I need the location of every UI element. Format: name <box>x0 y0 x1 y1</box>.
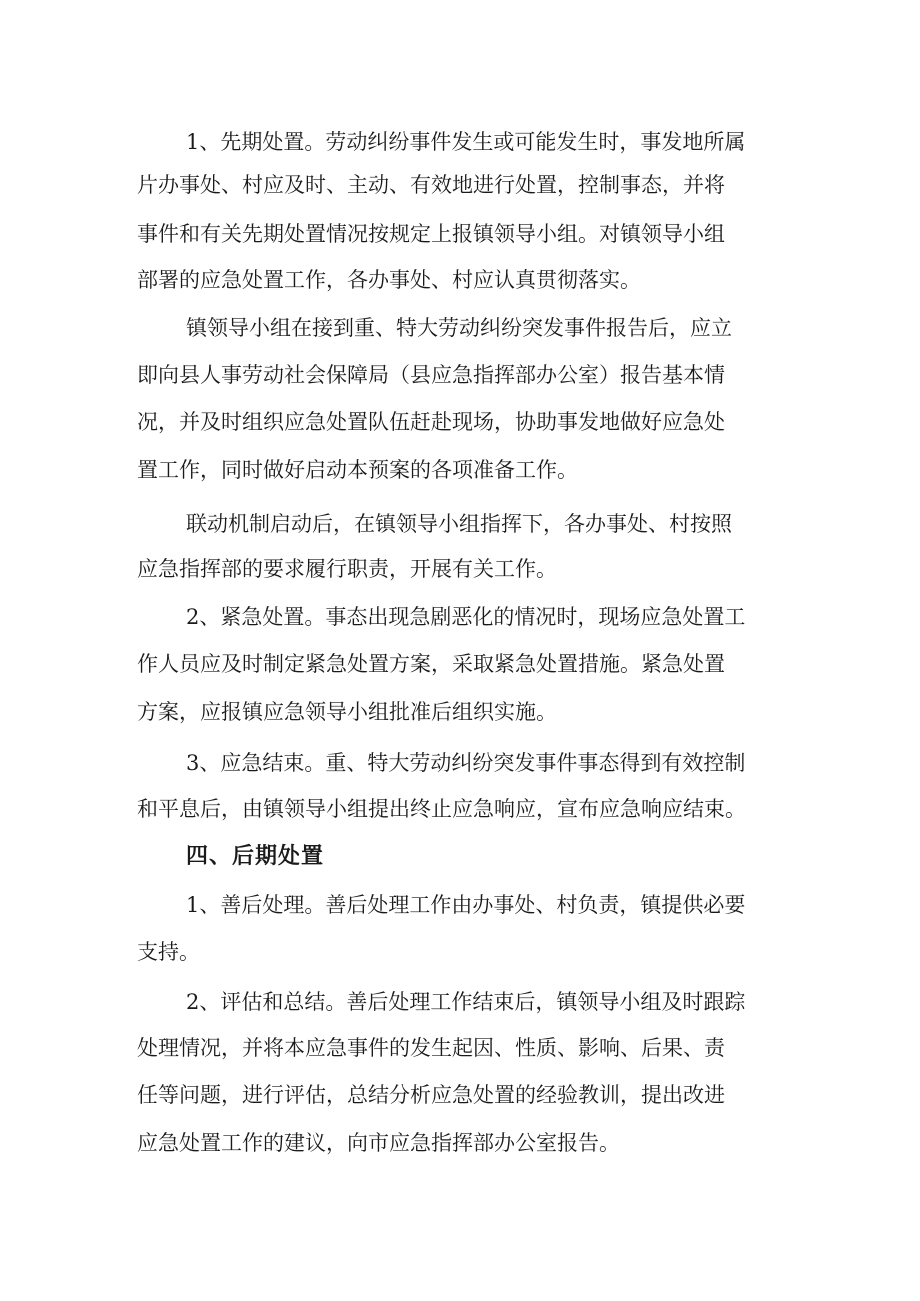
paragraph-line <box>0 599 920 635</box>
paragraph-line <box>0 694 920 730</box>
line-text: 应急处置工作的建议，向市应急指挥部办公室报告。 <box>137 1131 620 1155</box>
paragraph-line <box>0 745 920 781</box>
paragraph-line <box>0 310 920 346</box>
paragraph-line <box>0 1077 920 1113</box>
line-text: 联动机制启动后，在镇领导小组指挥下，各办事处、村按照 <box>186 512 732 536</box>
line-text: 处理情况，并将本应急事件的发生起因、性质、影响、后果、责 <box>137 1036 725 1060</box>
line-text: 镇领导小组在接到重、特大劳动纠纷突发事件报告后，应立 <box>186 316 732 340</box>
line-text: 片办事处、村应及时、主动、有效地进行处置，控制事态，并将 <box>137 173 725 197</box>
paragraph-line <box>0 984 920 1020</box>
line-text: 况，并及时组织应急处置队伍赶赴现场，协助事发地做好应急处 <box>137 410 725 434</box>
paragraph-line <box>0 1125 920 1161</box>
paragraph-line <box>0 646 920 682</box>
paragraph-line <box>0 216 920 252</box>
paragraph-line <box>0 887 920 923</box>
line-text: 和平息后，由镇领导小组提出终止应急响应，宣布应急响应结束。 <box>137 797 746 821</box>
line-text: 3、应急结束。重、特大劳动纠纷突发事件事态得到有效控制 <box>186 751 746 775</box>
paragraph-line <box>0 357 920 393</box>
line-text: 作人员应及时制定紧急处置方案，采取紧急处置措施。紧急处置 <box>137 652 725 676</box>
paragraph-line <box>0 262 920 298</box>
line-text: 1、先期处置。劳动纠纷事件发生或可能发生时，事发地所属 <box>186 130 746 154</box>
paragraph-line <box>0 551 920 587</box>
paragraph-line <box>0 506 920 542</box>
paragraph-line <box>0 452 920 488</box>
line-text: 任等问题，进行评估，总结分析应急处置的经验教训，提出改进 <box>137 1083 725 1107</box>
section-heading <box>0 839 920 875</box>
paragraph-line <box>0 791 920 827</box>
paragraph-line <box>0 1030 920 1066</box>
paragraph-line <box>0 167 920 203</box>
paragraph-line <box>0 124 920 160</box>
section-heading-text: 四、后期处置 <box>186 844 325 869</box>
line-text: 即向县人事劳动社会保障局（县应急指挥部办公室）报告基本情 <box>137 363 725 387</box>
line-text: 事件和有关先期处置情况按规定上报镇领导小组。对镇领导小组 <box>137 222 725 246</box>
line-text: 2、紧急处置。事态出现急剧恶化的情况时，现场应急处置工 <box>186 605 746 629</box>
line-text: 1、善后处理。善后处理工作由办事处、村负责，镇提供必要 <box>186 893 746 917</box>
paragraph-line <box>0 404 920 440</box>
line-text: 应急指挥部的要求履行职责，开展有关工作。 <box>137 557 557 581</box>
line-text: 2、评估和总结。善后处理工作结束后，镇领导小组及时跟踪 <box>186 990 746 1014</box>
line-text: 部署的应急处置工作，各办事处、村应认真贯彻落实。 <box>137 268 641 292</box>
line-text: 置工作，同时做好启动本预案的各项准备工作。 <box>137 458 578 482</box>
paragraph-line <box>0 934 920 970</box>
line-text: 方案，应报镇应急领导小组批准后组织实施。 <box>137 700 557 724</box>
line-text: 支持。 <box>137 940 200 964</box>
